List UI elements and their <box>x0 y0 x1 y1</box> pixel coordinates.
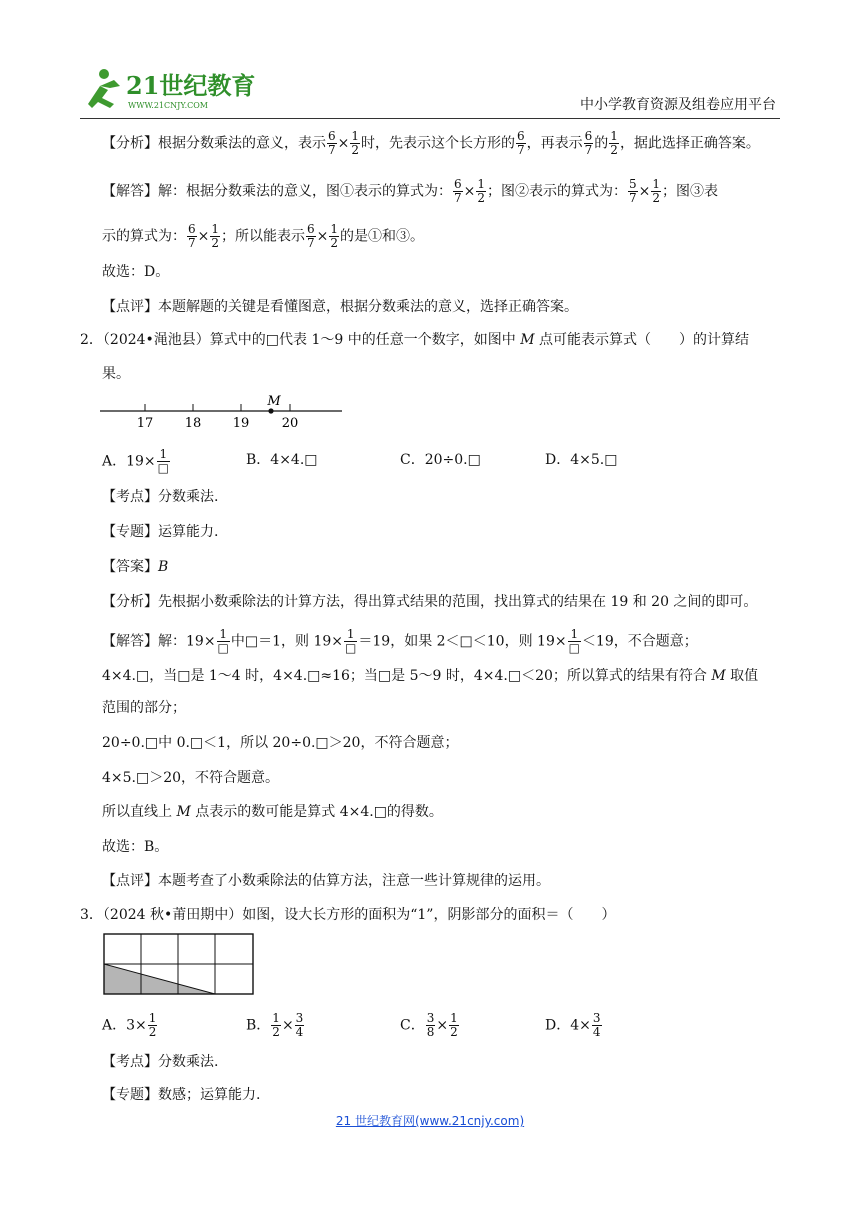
q2-option-d: D．4×5.□ <box>545 452 618 468</box>
q1-analysis: 【分析】根据分数乘法的意义，表示 $\frac{6}{7}$ × $\frac{1}{2}$ 时，先表示这个长方形的 $\frac{6}{7}$ ，再表示 $\frac{6}{7}$ 的 $\frac{1}{2}$ ，据此选择正确答案。 <box>102 129 760 157</box>
q2-solution-line1: 【解答】解：19× $\frac{1}{□}$ 中□＝1，则 19× $\frac{1}{□}$ ＝19，如果 2＜□＜10，则 19× $\frac{1}{□}$ ＜19，不合题意； <box>102 627 698 655</box>
footer-link[interactable]: 21 世纪教育网(www.21cnjy.com) <box>335 1114 525 1128</box>
point-m <box>268 408 273 413</box>
q2-option-c: C．20÷0.□ <box>400 452 481 468</box>
q3-stem: 3．（2024 秋•莆田期中）如图，设大长方形的面积为“1”，阴影部分的面积＝（ ） <box>80 907 616 923</box>
q3-option-c: C． $\frac{3}{8}$ × $\frac{1}{2}$ <box>400 1011 458 1039</box>
tick-label-17: 17 <box>136 416 154 431</box>
tick-label-19: 19 <box>232 416 250 431</box>
q2-comment: 【点评】本题考查了小数乘除法的估算方法，注意一些计算规律的运用。 <box>102 873 550 889</box>
q2-stem-line2: 果。 <box>102 366 130 382</box>
page-header <box>80 64 780 119</box>
svg-text:21世纪教育: 21世纪教育 <box>126 71 255 100</box>
rectangle-grid-figure <box>103 933 255 995</box>
tick-label-20: 20 <box>281 416 299 431</box>
q2-solution-line3: 范围的部分； <box>102 700 186 716</box>
q1-comment: 【点评】本题解题的关键是看懂图意，根据分数乘法的意义，选择正确答案。 <box>102 299 578 315</box>
q3-zhuanti: 【专题】数感；运算能力. <box>102 1087 261 1103</box>
svg-text:WWW.21CNJY.COM: WWW.21CNJY.COM <box>128 101 208 110</box>
q2-solution-line2: 4×4.□，当□是 1～4 时，4×4.□≈16；当□是 5～9 时，4×4.□＜20；所以算式的结果有符合 M 取值 <box>102 668 759 684</box>
q2-choice: 故选：B。 <box>102 839 169 855</box>
q2-zhuanti: 【专题】运算能力. <box>102 524 219 540</box>
q2-kaodian: 【考点】分数乘法. <box>102 489 219 505</box>
q1-answer-line2: 示的算式为： $\frac{6}{7}$ × $\frac{1}{2}$ ；所以能表示 $\frac{6}{7}$ × $\frac{1}{2}$ 的是①和③。 <box>102 222 425 250</box>
number-line <box>100 390 345 432</box>
shaded-triangle <box>104 964 215 994</box>
tick-label-18: 18 <box>184 416 202 431</box>
q3-option-a: A．3× $\frac{1}{2}$ <box>102 1011 157 1039</box>
q2-analysis: 【分析】先根据小数乘除法的计算方法，得出算式结果的范围，找出算式的结果在 19 和 20 之间的即可。 <box>102 594 758 610</box>
q2-option-a: A．19× $\frac{1}{□}$ <box>102 447 169 475</box>
q3-option-d: D．4× $\frac{3}{4}$ <box>545 1011 601 1039</box>
platform-name: 中小学教育资源及组卷应用平台 <box>580 97 776 113</box>
q1-answer-line1: 【解答】解：根据分数乘法的意义，图①表示的算式为： $\frac{6}{7}$ × $\frac{1}{2}$ ；图②表示的算式为： $\frac{5}{7}$ × $\frac{1}{2}$ ；图③表 <box>102 177 719 205</box>
point-m-label: M <box>267 394 281 409</box>
q2-solution-line4: 20÷0.□中 0.□＜1，所以 20÷0.□＞20，不符合题意； <box>102 735 459 751</box>
q1-choice: 故选：D。 <box>102 264 170 280</box>
logo-21cnjy <box>80 64 255 112</box>
q2-solution-line6: 所以直线上 M 点表示的数可能是算式 4×4.□的得数。 <box>102 804 443 820</box>
q2-option-b: B．4×4.□ <box>246 452 318 468</box>
q3-kaodian: 【考点】分数乘法. <box>102 1054 219 1070</box>
q2-solution-line5: 4×5.□＞20，不符合题意。 <box>102 770 280 786</box>
q3-option-b: B． $\frac{1}{2}$ × $\frac{3}{4}$ <box>246 1011 304 1039</box>
q2-stem-line1: 2．（2024•渑池县）算式中的□代表 1～9 中的任意一个数字，如图中 M 点可能表示算式（ ）的计算结 <box>80 332 749 348</box>
q2-answer: 【答案】B <box>102 559 169 575</box>
